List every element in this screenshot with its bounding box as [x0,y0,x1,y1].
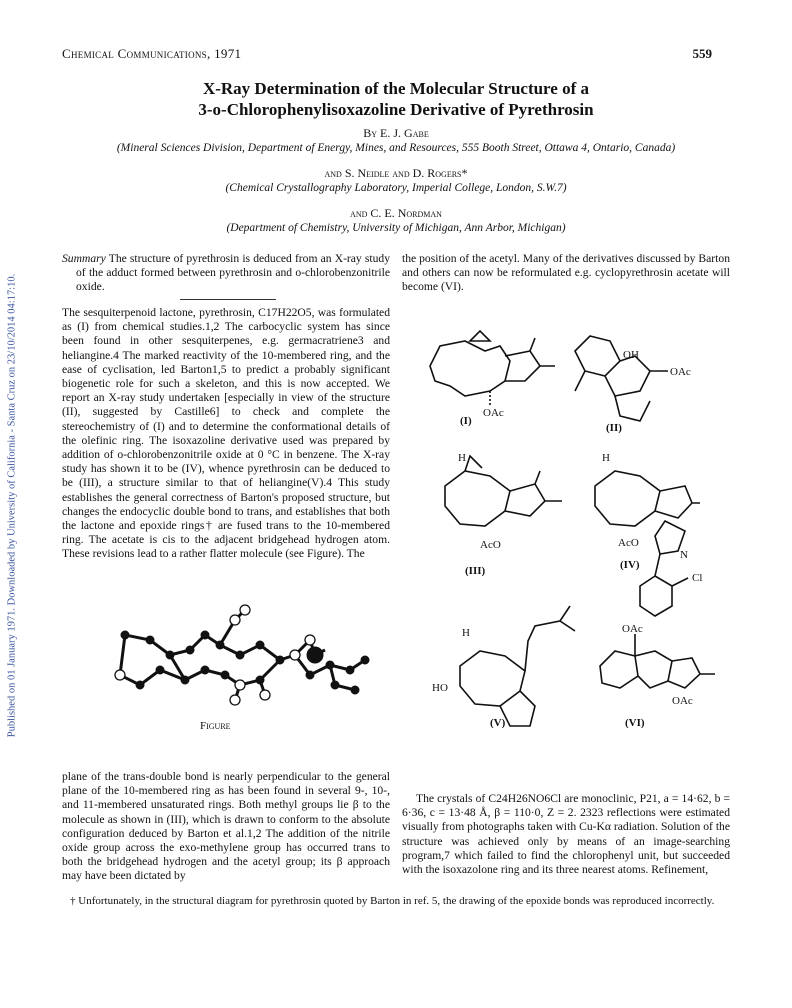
label-vi-oac-2: OAc [672,695,693,707]
structure-iv-ring [595,471,660,526]
label-iii-h: H [458,452,466,464]
structure-ii-bonds [575,371,668,421]
structure-iv-lactone [655,486,700,518]
label-v: (V) [490,717,506,729]
label-iii: (III) [465,565,486,577]
structure-iii-epoxide [465,456,482,471]
affiliation-3: (Department of Chemistry, University of Michigan, Ann Arbor, Michigan) [226,222,566,234]
download-stamp [2,0,20,1008]
summary-text: The structure of pyrethrosin is deduced from an X-ray study of the adduct formed between pyrethrosin and o-chlorobenzonitrile oxide. [76,252,390,294]
affiliation-1: (Mineral Sciences Division, Department of Energy, Mines, and Resources, 555 Booth Street, Ottawa 4, Ontario, Canada) [116,142,676,154]
structure-iii-ring [445,471,510,526]
structural-formulas [410,296,730,736]
structure-v-ester [525,606,575,671]
label-vi: (VI) [625,717,645,729]
journal-header: Chemical Communications, 1971 [62,46,242,61]
label-iv-n: N [680,549,688,561]
structure-i-ring [430,341,510,396]
structure-vi-bonds [635,634,715,688]
body-paragraph-3: The crystals of C24H26NO6Cl are monoclinic, P21, a = 14·62, b = 6·36, c = 13·48 Å, β = 110·0, Z = 2. 2323 reflections were estimated visually from photographs taken with Cu-Kα radiation. Solution of the structure was achieved only by means of an image-searching program,7 which failed to find the chlorophenyl unit, but succeeded with the isoxazolone ring and its three nearest atoms. Refinement, [402,792,730,877]
molecule-figure [95,600,375,710]
label-ii-oac: OAc [670,366,691,378]
body-paragraph-1: The sesquiterpenoid lactone, pyrethrosin, C17H22O5, was formulated as (I) from chemical studies.1,2 The carbocyclic system has since been found in other sesquiterpenes, e.g. germacratriene3 and heliangine.4 The marked reactivity of the 10-membered ring, and the ease of cyclisation, led Barton1,5 to predict a probably significant biogenetic role for such a skeleton, and this is now accepted. We report an X-ray study undertaken [especially in view of the structure (II), suggested by Castille6] to check and complete the stereochemistry of (I) and to determine the conformational details of the olefinic ring. The isoxazoline derivative used was prepared by addition of o-chlorobenzonitrile oxide at 0 °C in benzene. The X-ray study has shown it to be (IV), whence pyrethrosin can be deduced to be (III), a structure similar to that of heliangine(V).4 This study establishes the general correctness of Barton's proposed structure, but changes the endocyclic double bond to trans, and establishes that both the lactone and epoxide rings† are fused trans to the 10-membered ring. The acetate is cis to the adjacent bridgehead hydrogen atom. These revisions lead to a rather flatter molecule (see Figure). The [62,306,390,561]
label-iv-h: H [602,452,610,464]
label-iii-aco: AcO [480,539,501,551]
author-3: and C. E. Nordman [350,206,442,220]
download-stamp-text: Published on 01 January 1971. Downloaded by University of California - Santa Cruz on 23/10/2014 04:17:10. [6,273,18,738]
structure-i-exo [530,338,555,366]
label-v-ho: HO [432,682,448,694]
label-iv-cl: Cl [692,572,703,584]
label-vi-oac: OAc [622,623,643,635]
summary [62,252,390,295]
label-ii: (II) [606,422,622,434]
author-1: By E. J. Gabe [363,126,429,140]
label-i: (I) [460,415,472,427]
label-iv: (IV) [620,559,640,571]
label-v-h: H [462,627,470,639]
structure-iii-lactone [505,471,562,516]
label-ii-oh: OH [623,349,639,361]
summary-label: Summary [62,252,106,265]
article-title-line1: X-Ray Determination of the Molecular Structure of a [202,79,590,98]
label-iv-aco: AcO [618,537,639,549]
structure-i-epoxide [470,331,490,341]
summary-continued: the position of the acetyl. Many of the derivatives discussed by Barton and others can now be reformulated e.g. cyclopyrethrosin acetate will become (VI). [402,252,730,294]
author-2: and S. Neidle and D. Rogers* [324,166,468,180]
structure-i-lactone [505,351,540,381]
page-number: 559 [692,46,712,61]
label-i-oac: OAc [483,407,504,419]
affiliation-2: (Chemical Crystallography Laboratory, Imperial College, London, S.W.7) [225,182,567,194]
body-paragraph-2: plane of the trans-double bond is nearly perpendicular to the general plane of the 10-membered ring as has been found in several 9-, 10-, and 11-membered unsaturated rings. Both methyl groups lie β to the molecule as shown in (III), which is drawn to conform to the absolute configuration deduced by Barton et al.1,2 The addition of the nitrile oxide group across the exo-methylene group has occurred trans to both the bridgehead hydrogen and the acetyl group; its β approach may have been dictated by [62,770,390,883]
figure-caption: Figure [200,720,231,732]
structure-v-ring [460,651,525,706]
divider [180,299,276,300]
structure-iv-chlorophenyl [640,554,688,616]
article-title-line2: 3-o-Chlorophenylisoxazoline Derivative of Pyrethrosin [198,100,594,119]
structure-ii-rings [575,336,650,396]
structure-vi-rings [600,651,672,688]
footnote: † Unfortunately, in the structural diagram for pyrethrosin quoted by Barton in ref. 5, the drawing of the epoxide bonds was reproduced incorrectly. [70,895,715,907]
